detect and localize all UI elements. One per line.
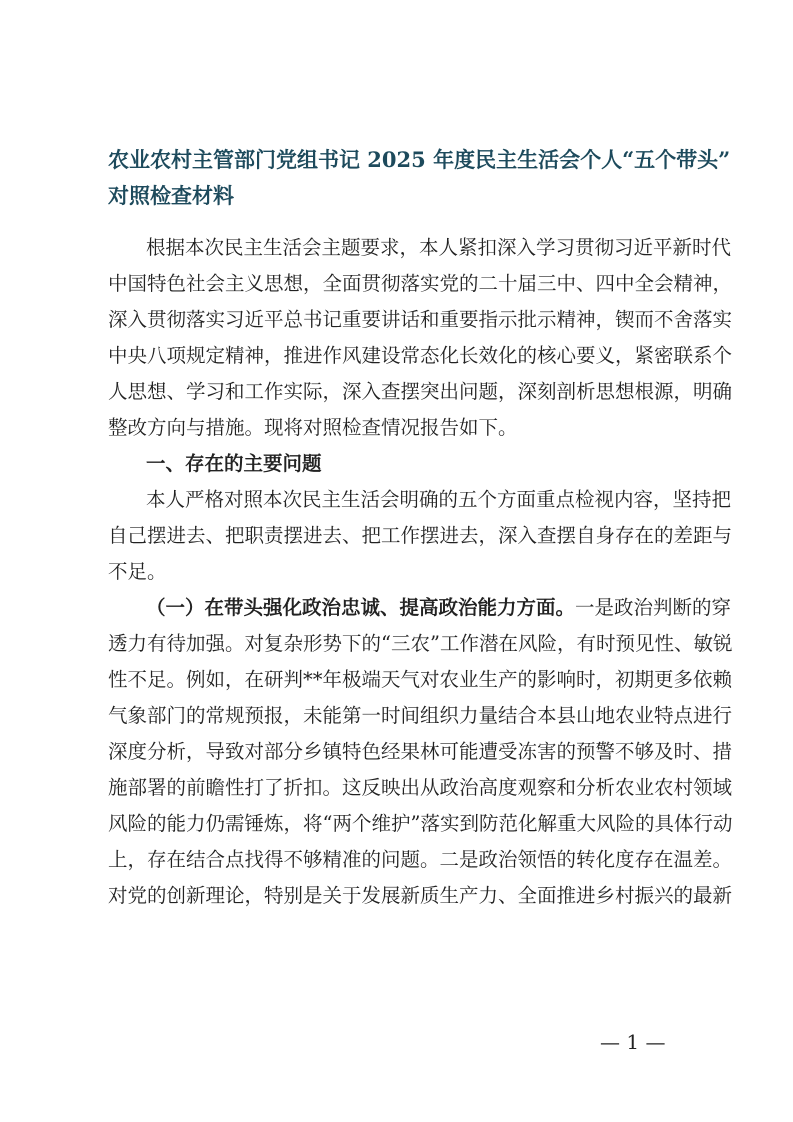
section-heading xyxy=(146,452,680,476)
line-text: 一是政治判断的穿 xyxy=(575,596,732,619)
line-text: 施部署的前瞻性打了折扣。这反映出从政治高度观察和分析农业农村领域 xyxy=(108,776,733,799)
paragraph-line xyxy=(108,308,733,332)
line-text: 不足。 xyxy=(108,560,167,583)
title-line-2: 对照检查材料 xyxy=(108,183,234,208)
paragraph-line xyxy=(108,848,733,872)
line-text: 上，存在结合点找得不够精准的问题。二是政治领悟的转化度存在温差。 xyxy=(108,848,733,871)
line-text: 自己摆进去、把职责摆进去、把工作摆进去，深入查摆自身存在的差距与 xyxy=(108,524,733,547)
paragraph-line xyxy=(108,272,733,296)
paragraph-line xyxy=(146,236,732,260)
paragraph-line xyxy=(108,668,733,692)
subsection-heading: （一）在带头强化政治忠诚、提高政治能力方面。 xyxy=(146,596,576,619)
line-text: 透力有待加强。对复杂形势下的“三农”工作潜在风险，有时预见性、敏锐 xyxy=(108,632,733,655)
page-number: — 1 — xyxy=(600,1030,666,1054)
line-text: 中央八项规定精神，推进作风建设常态化长效化的核心要义，紧密联系个 xyxy=(108,344,733,367)
line-text: 气象部门的常规预报，未能第一时间组织力量结合本县山地农业特点进行 xyxy=(108,704,733,727)
line-text: 性不足。例如，在研判**年极端天气对农业生产的影响时，初期更多依赖 xyxy=(108,668,733,691)
line-text: 深入贯彻落实习近平总书记重要讲话和重要指示批示精神，锲而不舍落实 xyxy=(108,308,733,331)
paragraph-line xyxy=(108,380,733,404)
paragraph-line xyxy=(108,884,733,908)
paragraph-line xyxy=(108,416,680,440)
line-text: 中国特色社会主义思想，全面贯彻落实党的二十届三中、四中全会精神， xyxy=(108,272,733,295)
paragraph-line xyxy=(108,812,733,836)
line-text: 一、存在的主要问题 xyxy=(146,452,322,475)
paragraph-line xyxy=(108,632,733,656)
line-text: 对党的创新理论，特别是关于发展新质生产力、全面推进乡村振兴的最新 xyxy=(108,884,733,907)
paragraph-line xyxy=(108,560,680,584)
paragraph-line xyxy=(108,704,733,728)
paragraph-line xyxy=(108,524,733,548)
line-text: 本人严格对照本次民主生活会明确的五个方面重点检视内容，坚持把 xyxy=(146,488,732,511)
paragraph-line xyxy=(146,488,732,512)
paragraph-line xyxy=(108,776,733,800)
title-line-1: 农业农村主管部门党组书记 2025 年度民主生活会个人“五个带头” xyxy=(108,147,731,172)
line-text: 风险的能力仍需锤炼，将“两个维护”落实到防范化解重大风险的具体行动 xyxy=(108,812,733,835)
line-text: 根据本次民主生活会主题要求，本人紧扣深入学习贯彻习近平新时代 xyxy=(146,236,732,259)
line-text: 整改方向与措施。现将对照检查情况报告如下。 xyxy=(108,416,518,439)
paragraph-line xyxy=(108,740,733,764)
line-text: 深度分析，导致对部分乡镇特色经果林可能遭受冻害的预警不够及时、措 xyxy=(108,740,733,763)
paragraph-line xyxy=(146,596,732,620)
line-text: 人思想、学习和工作实际，深入查摆突出问题，深刻剖析思想根源，明确 xyxy=(108,380,733,403)
paragraph-line xyxy=(108,344,733,368)
